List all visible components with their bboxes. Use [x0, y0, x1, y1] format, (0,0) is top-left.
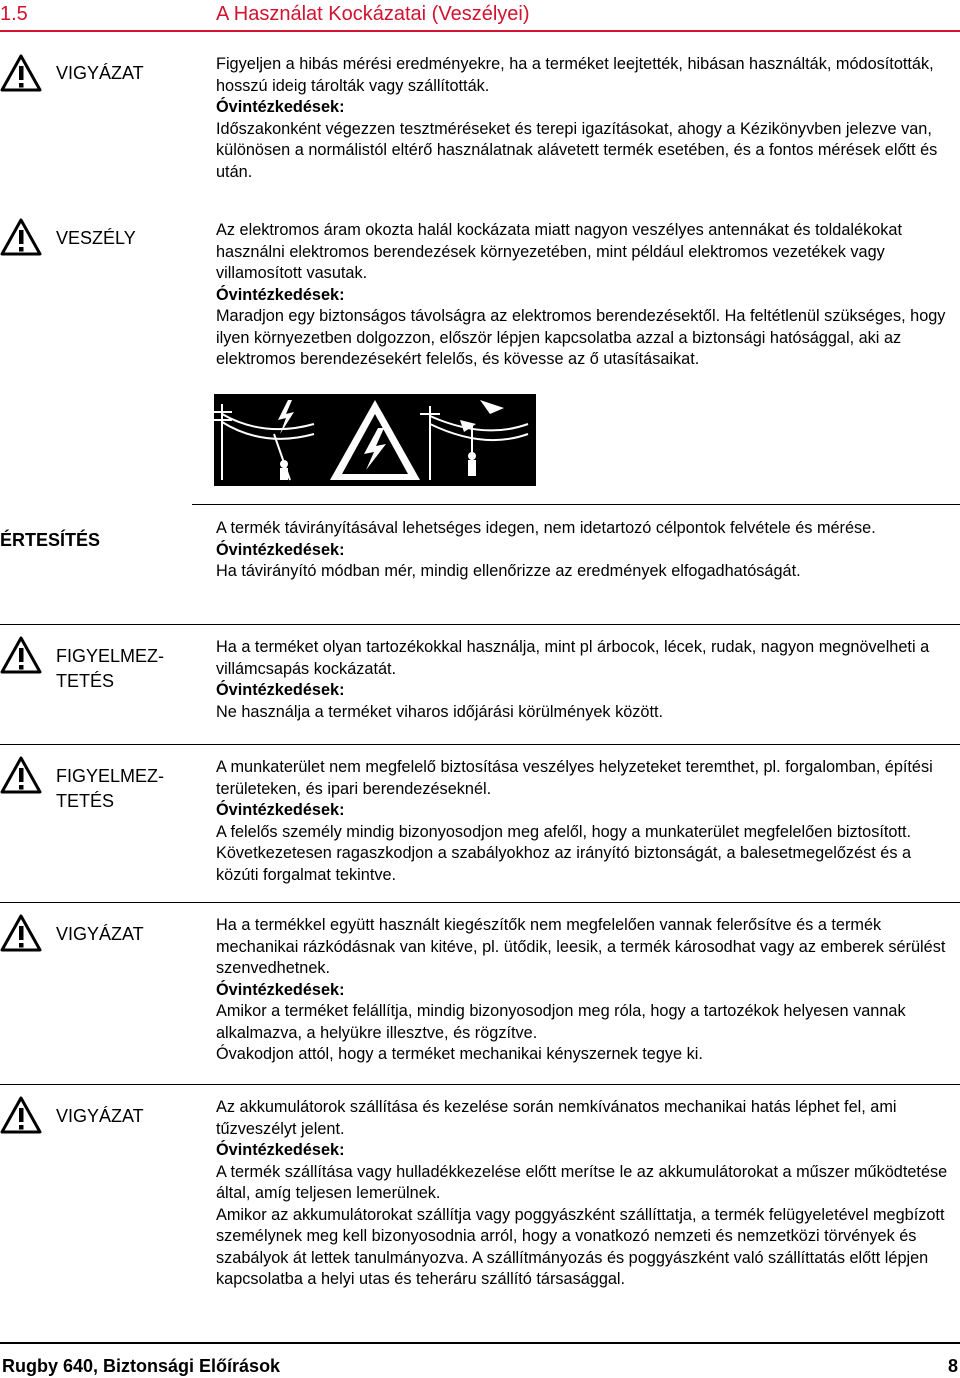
precaution-text: Ha távirányító módban mér, mindig ellenőrizze az eredmények elfogadhatóságát. — [216, 562, 801, 580]
warning-triangle-icon — [0, 636, 42, 674]
block-label: FIGYELMEZ- TETÉS — [0, 636, 164, 694]
hazard-description: Ha a termékkel együtt használt kiegészítők nem megfelelően vannak felerősítve és a termék mechanikai rázkódásnak van kitéve, pl. ütődik, leesik, a termék károsodhat vagy az emberek sérülést szenvedhetnek. — [216, 916, 946, 977]
warning-triangle-icon — [0, 218, 42, 256]
block-separator — [0, 1084, 960, 1085]
block-content — [216, 518, 956, 583]
block-label: FIGYELMEZ- TETÉS — [0, 756, 164, 814]
section-number: 1.5 — [0, 3, 28, 25]
precaution-text: A termék szállítása vagy hulladékkezelése előtt merítse le az akkumulátorokat a műszer működtetése által, amíg teljesen lemerülnek. — [216, 1162, 948, 1202]
footer-title: Rugby 640, Biztonsági Előírások — [2, 1356, 281, 1376]
warning-triangle-icon — [0, 54, 42, 92]
hazard-description: Az elektromos áram okozta halál kockázata miatt nagyon veszélyes antennákat és toldalékokat használni elektromos berendezések környezetében, mint például elektromos vezetékek vagy villamosított vasutak. — [216, 221, 902, 282]
section-title: A Használat Kockázatai (Veszélyei) — [216, 3, 530, 25]
block-content — [216, 637, 956, 723]
precaution-text: Maradjon egy biztonságos távolságra az elektromos berendezésektől. Ha feltétlenül szükséges, hogy ilyen környezetben dolgozzon, először lépjen kapcsolatba azzal a biztonsági hatósággal, aki az elektromos berendezésekért felelős, és kövesse az ő utasításaikat. — [216, 307, 946, 368]
page-header — [0, 0, 960, 30]
header-rule — [0, 30, 960, 32]
block-content — [216, 54, 956, 183]
hazard-description: A termék távirányításával lehetséges idegen, nem idetartozó célpontok felvétele és mérése. — [216, 519, 876, 537]
block-label: VESZÉLY — [0, 218, 136, 256]
precaution-label: Óvintézkedések: — [216, 285, 345, 304]
hazard-description: Figyeljen a hibás mérési eredményekre, ha a terméket leejtették, hibásan használták, módosították, hosszú ideig tárolták vagy szállították. — [216, 55, 934, 95]
block-separator — [0, 902, 960, 903]
block-separator — [192, 504, 960, 505]
precaution-text: Amikor a terméket felállítja, mindig bizonyosodjon meg róla, hogy a tartozékok helyesen vannak alkalmazva, a helyükre illesztve, és rögzítve. — [216, 1002, 906, 1042]
precaution-text: A felelős személy mindig bizonyosodjon meg afelől, hogy a munkaterület megfelelően biztosított. Következetesen ragaszkodjon a szabályokhoz az irányító biztonságát, a balesetmegelőzést és a közúti forgalmat tekintve. — [216, 822, 912, 884]
block-label: VIGYÁZAT — [0, 1096, 144, 1134]
electrical-hazard-pictogram — [214, 394, 536, 486]
precaution-text: Ne használja a terméket viharos időjárási körülmények között. — [216, 702, 664, 721]
precaution-label: Óvintézkedések: — [216, 681, 345, 699]
precaution-label: Óvintézkedések: — [216, 540, 345, 559]
precaution-text: Időszakonként végezzen tesztméréseket és terepi igazításokat, ahogy a Kézikönyvben jelezve van, különösen a normálistól eltérő használatnak alávetett termék esetében, és a fontos mérések előtt és után. — [216, 119, 938, 181]
warning-triangle-icon — [0, 756, 42, 794]
page-footer — [0, 1342, 960, 1378]
block-separator — [0, 624, 960, 625]
precaution-label: Óvintézkedések: — [216, 980, 345, 999]
precaution-label: Óvintézkedések: — [216, 1141, 345, 1159]
block-separator — [0, 744, 960, 745]
precaution-text: Amikor az akkumulátorokat szállítja vagy poggyászként szállíttatja, a termék felügyeletével megbízott személynek meg kell bizonyosodnia arról, hogy a vonatkozó nemzeti és nemzetközi törvények és szabályok át lettek tanulmányozva. A szállítmányozás és poggyászként való szállíttatás előtt lépjen kapcsolatba a helyi utas és teheráru szállító társasággal. — [216, 1205, 945, 1288]
precaution-text: Óvakodjon attól, hogy a terméket mechanikai kényszernek tegye ki. — [216, 1045, 703, 1063]
page-number: 8 — [947, 1356, 958, 1376]
block-content — [216, 757, 956, 886]
block-content — [216, 915, 956, 1066]
block-content — [216, 220, 956, 371]
block-content — [216, 1097, 956, 1291]
hazard-description: Az akkumulátorok szállítása és kezelése során nemkívánatos mechanikai hatás léphet fel, ami tűzveszélyt jelent. — [216, 1098, 897, 1138]
warning-triangle-icon — [0, 1096, 42, 1134]
warning-triangle-icon — [0, 914, 42, 952]
block-label: VIGYÁZAT — [0, 54, 144, 92]
block-label: VIGYÁZAT — [0, 914, 144, 952]
block-label: ÉRTESÍTÉS — [0, 530, 101, 550]
hazard-description: A munkaterület nem megfelelő biztosítása veszélyes helyzeteket teremthet, pl. forgalomban, építési területeken, és ipari berendezéseknél. — [216, 758, 933, 798]
precaution-label: Óvintézkedések: — [216, 801, 345, 819]
precaution-label: Óvintézkedések: — [216, 98, 345, 116]
hazard-description: Ha a terméket olyan tartozékokkal használja, mint pl árbocok, lécek, rudak, nagyon megnövelheti a villámcsapás kockázatát. — [216, 638, 930, 678]
footer-rule — [0, 1342, 960, 1344]
